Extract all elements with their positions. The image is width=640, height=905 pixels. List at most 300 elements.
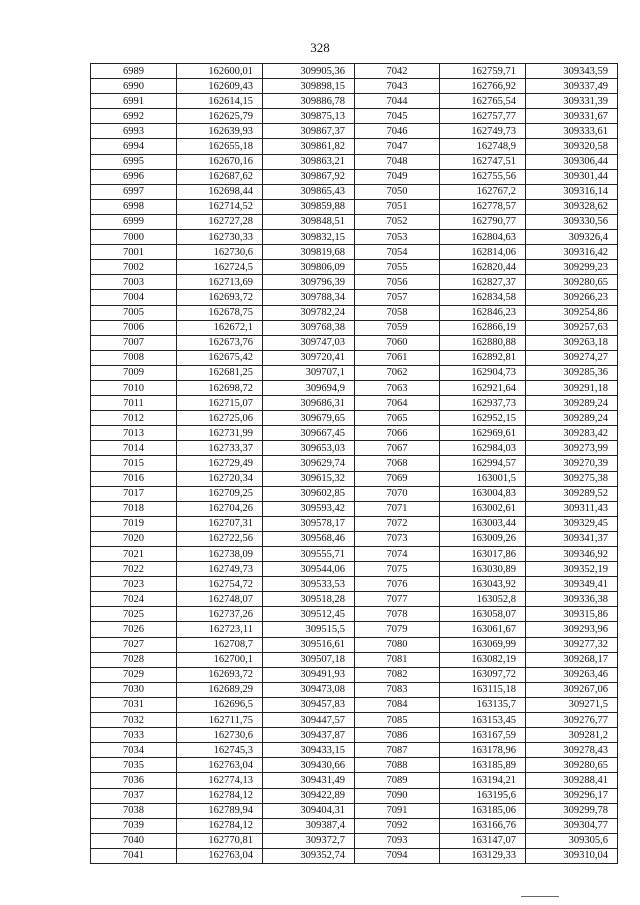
y-coordinate-cell: 309270,39 <box>526 456 618 471</box>
point-number-cell: 7046 <box>355 124 440 139</box>
table-row <box>91 199 618 214</box>
table-row <box>91 713 618 728</box>
x-coordinate-cell: 162984,03 <box>440 441 526 456</box>
point-number-cell: 7058 <box>355 305 440 320</box>
point-number-cell: 7077 <box>355 592 440 607</box>
x-coordinate-cell: 163167,59 <box>440 728 526 743</box>
footer-rule <box>521 896 559 897</box>
x-coordinate-cell: 162892,81 <box>440 350 526 365</box>
point-number-cell: 7016 <box>91 471 177 486</box>
x-coordinate-cell: 162725,06 <box>177 411 263 426</box>
y-coordinate-cell: 309288,41 <box>526 773 618 788</box>
point-number-cell: 7006 <box>91 320 177 335</box>
point-number-cell: 6996 <box>91 169 177 184</box>
table-row <box>91 184 618 199</box>
point-number-cell: 7002 <box>91 260 177 275</box>
x-coordinate-cell: 162707,31 <box>177 516 263 531</box>
point-number-cell: 7057 <box>355 290 440 305</box>
x-coordinate-cell: 162767,2 <box>440 184 526 199</box>
point-number-cell: 7008 <box>91 350 177 365</box>
point-number-cell: 7010 <box>91 380 177 395</box>
y-coordinate-cell: 309768,38 <box>263 320 355 335</box>
y-coordinate-cell: 309653,03 <box>263 441 355 456</box>
table-row <box>91 245 618 260</box>
point-number-cell: 7004 <box>91 290 177 305</box>
point-number-cell: 7030 <box>91 682 177 697</box>
table-row <box>91 607 618 622</box>
x-coordinate-cell: 162609,43 <box>177 79 263 94</box>
table-row <box>91 652 618 667</box>
point-number-cell: 6991 <box>91 94 177 109</box>
x-coordinate-cell: 163002,61 <box>440 501 526 516</box>
x-coordinate-cell: 162731,99 <box>177 426 263 441</box>
x-coordinate-cell: 162689,29 <box>177 682 263 697</box>
point-number-cell: 7044 <box>355 94 440 109</box>
point-number-cell: 6989 <box>91 64 177 79</box>
point-number-cell: 7009 <box>91 365 177 380</box>
table-row <box>91 396 618 411</box>
x-coordinate-cell: 162866,19 <box>440 320 526 335</box>
point-number-cell: 7041 <box>91 848 177 863</box>
x-coordinate-cell: 162747,51 <box>440 154 526 169</box>
point-number-cell: 6994 <box>91 139 177 154</box>
y-coordinate-cell: 309512,45 <box>263 607 355 622</box>
y-coordinate-cell: 309305,6 <box>526 833 618 848</box>
y-coordinate-cell: 309329,45 <box>526 516 618 531</box>
table-row <box>91 803 618 818</box>
point-number-cell: 7022 <box>91 562 177 577</box>
point-number-cell: 7027 <box>91 637 177 652</box>
point-number-cell: 7068 <box>355 456 440 471</box>
point-number-cell: 7092 <box>355 818 440 833</box>
x-coordinate-cell: 162745,3 <box>177 743 263 758</box>
table-row <box>91 818 618 833</box>
table-row <box>91 79 618 94</box>
y-coordinate-cell: 309263,18 <box>526 335 618 350</box>
x-coordinate-cell: 163003,44 <box>440 516 526 531</box>
x-coordinate-cell: 162713,69 <box>177 275 263 290</box>
point-number-cell: 7000 <box>91 230 177 245</box>
point-number-cell: 6998 <box>91 199 177 214</box>
point-number-cell: 7015 <box>91 456 177 471</box>
y-coordinate-cell: 309277,32 <box>526 637 618 652</box>
y-coordinate-cell: 309861,82 <box>263 139 355 154</box>
table-row <box>91 139 618 154</box>
y-coordinate-cell: 309431,49 <box>263 773 355 788</box>
x-coordinate-cell: 162681,25 <box>177 365 263 380</box>
point-number-cell: 7054 <box>355 245 440 260</box>
x-coordinate-cell: 162720,34 <box>177 471 263 486</box>
y-coordinate-cell: 309387,4 <box>263 818 355 833</box>
x-coordinate-cell: 162709,25 <box>177 486 263 501</box>
table-row <box>91 501 618 516</box>
x-coordinate-cell: 162834,58 <box>440 290 526 305</box>
x-coordinate-cell: 162723,11 <box>177 622 263 637</box>
y-coordinate-cell: 309268,17 <box>526 652 618 667</box>
y-coordinate-cell: 309336,38 <box>526 592 618 607</box>
y-coordinate-cell: 309544,06 <box>263 562 355 577</box>
point-number-cell: 6993 <box>91 124 177 139</box>
point-number-cell: 7038 <box>91 803 177 818</box>
table-row <box>91 230 618 245</box>
point-number-cell: 7021 <box>91 547 177 562</box>
y-coordinate-cell: 309316,14 <box>526 184 618 199</box>
x-coordinate-cell: 162655,18 <box>177 139 263 154</box>
x-coordinate-cell: 162749,73 <box>440 124 526 139</box>
table-row <box>91 305 618 320</box>
coordinates-table <box>90 63 618 864</box>
table-row <box>91 411 618 426</box>
x-coordinate-cell: 162846,23 <box>440 305 526 320</box>
table-row <box>91 773 618 788</box>
y-coordinate-cell: 309349,41 <box>526 577 618 592</box>
x-coordinate-cell: 162789,94 <box>177 803 263 818</box>
table-row <box>91 743 618 758</box>
y-coordinate-cell: 309330,56 <box>526 214 618 229</box>
table-row <box>91 516 618 531</box>
point-number-cell: 7011 <box>91 396 177 411</box>
table-row <box>91 109 618 124</box>
y-coordinate-cell: 309806,09 <box>263 260 355 275</box>
x-coordinate-cell: 162704,26 <box>177 501 263 516</box>
y-coordinate-cell: 309707,1 <box>263 365 355 380</box>
x-coordinate-cell: 162757,77 <box>440 109 526 124</box>
y-coordinate-cell: 309301,44 <box>526 169 618 184</box>
y-coordinate-cell: 309266,23 <box>526 290 618 305</box>
table-row <box>91 667 618 682</box>
table-row <box>91 214 618 229</box>
y-coordinate-cell: 309280,65 <box>526 275 618 290</box>
y-coordinate-cell: 309280,65 <box>526 758 618 773</box>
x-coordinate-cell: 162675,42 <box>177 350 263 365</box>
x-coordinate-cell: 162687,62 <box>177 169 263 184</box>
point-number-cell: 6995 <box>91 154 177 169</box>
y-coordinate-cell: 309263,46 <box>526 667 618 682</box>
x-coordinate-cell: 162766,92 <box>440 79 526 94</box>
point-number-cell: 7042 <box>355 64 440 79</box>
x-coordinate-cell: 162814,06 <box>440 245 526 260</box>
page-number: 328 <box>310 40 330 55</box>
x-coordinate-cell: 163082,19 <box>440 652 526 667</box>
y-coordinate-cell: 309437,87 <box>263 728 355 743</box>
point-number-cell: 7047 <box>355 139 440 154</box>
x-coordinate-cell: 162738,09 <box>177 547 263 562</box>
table-row <box>91 758 618 773</box>
x-coordinate-cell: 162670,16 <box>177 154 263 169</box>
point-number-cell: 7019 <box>91 516 177 531</box>
y-coordinate-cell: 309859,88 <box>263 199 355 214</box>
table-row <box>91 456 618 471</box>
point-number-cell: 7073 <box>355 531 440 546</box>
y-coordinate-cell: 309352,74 <box>263 848 355 863</box>
table-row <box>91 320 618 335</box>
y-coordinate-cell: 309686,31 <box>263 396 355 411</box>
y-coordinate-cell: 309346,92 <box>526 547 618 562</box>
table-row <box>91 335 618 350</box>
y-coordinate-cell: 309433,15 <box>263 743 355 758</box>
x-coordinate-cell: 163129,33 <box>440 848 526 863</box>
point-number-cell: 7090 <box>355 788 440 803</box>
y-coordinate-cell: 309278,43 <box>526 743 618 758</box>
x-coordinate-cell: 163153,45 <box>440 713 526 728</box>
point-number-cell: 7023 <box>91 577 177 592</box>
y-coordinate-cell: 309275,38 <box>526 471 618 486</box>
point-number-cell: 7012 <box>91 411 177 426</box>
y-coordinate-cell: 309875,13 <box>263 109 355 124</box>
y-coordinate-cell: 309304,77 <box>526 818 618 833</box>
table-row <box>91 848 618 863</box>
y-coordinate-cell: 309331,67 <box>526 109 618 124</box>
point-number-cell: 7081 <box>355 652 440 667</box>
x-coordinate-cell: 162820,44 <box>440 260 526 275</box>
x-coordinate-cell: 162969,61 <box>440 426 526 441</box>
y-coordinate-cell: 309271,5 <box>526 697 618 712</box>
x-coordinate-cell: 162714,52 <box>177 199 263 214</box>
y-coordinate-cell: 309291,18 <box>526 380 618 395</box>
table-row <box>91 682 618 697</box>
point-number-cell: 6990 <box>91 79 177 94</box>
x-coordinate-cell: 162730,6 <box>177 728 263 743</box>
y-coordinate-cell: 309629,74 <box>263 456 355 471</box>
y-coordinate-cell: 309473,08 <box>263 682 355 697</box>
table-row <box>91 788 618 803</box>
point-number-cell: 7069 <box>355 471 440 486</box>
y-coordinate-cell: 309296,17 <box>526 788 618 803</box>
y-coordinate-cell: 309832,15 <box>263 230 355 245</box>
y-coordinate-cell: 309281,2 <box>526 728 618 743</box>
point-number-cell: 7063 <box>355 380 440 395</box>
table-row <box>91 577 618 592</box>
point-number-cell: 7062 <box>355 365 440 380</box>
x-coordinate-cell: 163017,86 <box>440 547 526 562</box>
point-number-cell: 7066 <box>355 426 440 441</box>
x-coordinate-cell: 162711,75 <box>177 713 263 728</box>
y-coordinate-cell: 309905,36 <box>263 64 355 79</box>
x-coordinate-cell: 162614,15 <box>177 94 263 109</box>
x-coordinate-cell: 162774,13 <box>177 773 263 788</box>
point-number-cell: 7059 <box>355 320 440 335</box>
table-row <box>91 697 618 712</box>
table-row <box>91 637 618 652</box>
y-coordinate-cell: 309404,31 <box>263 803 355 818</box>
y-coordinate-cell: 309819,68 <box>263 245 355 260</box>
point-number-cell: 6992 <box>91 109 177 124</box>
x-coordinate-cell: 162625,79 <box>177 109 263 124</box>
point-number-cell: 7029 <box>91 667 177 682</box>
x-coordinate-cell: 162778,57 <box>440 199 526 214</box>
y-coordinate-cell: 309293,96 <box>526 622 618 637</box>
x-coordinate-cell: 162727,28 <box>177 214 263 229</box>
point-number-cell: 7055 <box>355 260 440 275</box>
x-coordinate-cell: 162921,64 <box>440 380 526 395</box>
point-number-cell: 7014 <box>91 441 177 456</box>
x-coordinate-cell: 162748,07 <box>177 592 263 607</box>
x-coordinate-cell: 163004,83 <box>440 486 526 501</box>
point-number-cell: 7048 <box>355 154 440 169</box>
point-number-cell: 7053 <box>355 230 440 245</box>
x-coordinate-cell: 163147,07 <box>440 833 526 848</box>
point-number-cell: 7026 <box>91 622 177 637</box>
y-coordinate-cell: 309422,89 <box>263 788 355 803</box>
y-coordinate-cell: 309593,42 <box>263 501 355 516</box>
point-number-cell: 7060 <box>355 335 440 350</box>
point-number-cell: 7032 <box>91 713 177 728</box>
y-coordinate-cell: 309273,99 <box>526 441 618 456</box>
table-row <box>91 169 618 184</box>
x-coordinate-cell: 163115,18 <box>440 682 526 697</box>
point-number-cell: 7080 <box>355 637 440 652</box>
point-number-cell: 7013 <box>91 426 177 441</box>
point-number-cell: 7034 <box>91 743 177 758</box>
y-coordinate-cell: 309507,18 <box>263 652 355 667</box>
point-number-cell: 7065 <box>355 411 440 426</box>
x-coordinate-cell: 163166,76 <box>440 818 526 833</box>
y-coordinate-cell: 309289,24 <box>526 396 618 411</box>
table-row <box>91 365 618 380</box>
y-coordinate-cell: 309333,61 <box>526 124 618 139</box>
x-coordinate-cell: 163061,67 <box>440 622 526 637</box>
y-coordinate-cell: 309863,21 <box>263 154 355 169</box>
y-coordinate-cell: 309315,86 <box>526 607 618 622</box>
point-number-cell: 7045 <box>355 109 440 124</box>
point-number-cell: 7083 <box>355 682 440 697</box>
point-number-cell: 7078 <box>355 607 440 622</box>
x-coordinate-cell: 162724,5 <box>177 260 263 275</box>
y-coordinate-cell: 309326,4 <box>526 230 618 245</box>
table-row <box>91 94 618 109</box>
table-row <box>91 486 618 501</box>
y-coordinate-cell: 309518,28 <box>263 592 355 607</box>
point-number-cell: 7079 <box>355 622 440 637</box>
point-number-cell: 7061 <box>355 350 440 365</box>
y-coordinate-cell: 309299,78 <box>526 803 618 818</box>
x-coordinate-cell: 163052,8 <box>440 592 526 607</box>
point-number-cell: 7050 <box>355 184 440 199</box>
x-coordinate-cell: 162784,12 <box>177 788 263 803</box>
x-coordinate-cell: 163178,96 <box>440 743 526 758</box>
x-coordinate-cell: 162672,1 <box>177 320 263 335</box>
x-coordinate-cell: 162600,01 <box>177 64 263 79</box>
y-coordinate-cell: 309667,45 <box>263 426 355 441</box>
y-coordinate-cell: 309898,15 <box>263 79 355 94</box>
y-coordinate-cell: 309430,66 <box>263 758 355 773</box>
point-number-cell: 7082 <box>355 667 440 682</box>
y-coordinate-cell: 309311,43 <box>526 501 618 516</box>
point-number-cell: 7072 <box>355 516 440 531</box>
point-number-cell: 7017 <box>91 486 177 501</box>
x-coordinate-cell: 162698,72 <box>177 380 263 395</box>
y-coordinate-cell: 309867,37 <box>263 124 355 139</box>
point-number-cell: 7024 <box>91 592 177 607</box>
point-number-cell: 7020 <box>91 531 177 546</box>
point-number-cell: 7056 <box>355 275 440 290</box>
x-coordinate-cell: 162759,71 <box>440 64 526 79</box>
y-coordinate-cell: 309267,06 <box>526 682 618 697</box>
point-number-cell: 7007 <box>91 335 177 350</box>
y-coordinate-cell: 309747,03 <box>263 335 355 350</box>
table-row <box>91 350 618 365</box>
x-coordinate-cell: 162693,72 <box>177 667 263 682</box>
x-coordinate-cell: 163135,7 <box>440 697 526 712</box>
point-number-cell: 7037 <box>91 788 177 803</box>
point-number-cell: 7088 <box>355 758 440 773</box>
x-coordinate-cell: 162673,76 <box>177 335 263 350</box>
x-coordinate-cell: 162749,73 <box>177 562 263 577</box>
table-row <box>91 531 618 546</box>
x-coordinate-cell: 162729,49 <box>177 456 263 471</box>
point-number-cell: 7052 <box>355 214 440 229</box>
y-coordinate-cell: 309328,62 <box>526 199 618 214</box>
x-coordinate-cell: 162880,88 <box>440 335 526 350</box>
y-coordinate-cell: 309516,61 <box>263 637 355 652</box>
x-coordinate-cell: 163058,07 <box>440 607 526 622</box>
y-coordinate-cell: 309848,51 <box>263 214 355 229</box>
table-row <box>91 728 618 743</box>
y-coordinate-cell: 309341,37 <box>526 531 618 546</box>
x-coordinate-cell: 162737,26 <box>177 607 263 622</box>
x-coordinate-cell: 162754,72 <box>177 577 263 592</box>
point-number-cell: 7093 <box>355 833 440 848</box>
x-coordinate-cell: 162904,73 <box>440 365 526 380</box>
x-coordinate-cell: 162678,75 <box>177 305 263 320</box>
x-coordinate-cell: 162722,56 <box>177 531 263 546</box>
x-coordinate-cell: 163195,6 <box>440 788 526 803</box>
y-coordinate-cell: 309782,24 <box>263 305 355 320</box>
y-coordinate-cell: 309283,42 <box>526 426 618 441</box>
point-number-cell: 7033 <box>91 728 177 743</box>
x-coordinate-cell: 162693,72 <box>177 290 263 305</box>
y-coordinate-cell: 309457,83 <box>263 697 355 712</box>
x-coordinate-cell: 162748,9 <box>440 139 526 154</box>
x-coordinate-cell: 162765,54 <box>440 94 526 109</box>
y-coordinate-cell: 309796,39 <box>263 275 355 290</box>
x-coordinate-cell: 162700,1 <box>177 652 263 667</box>
y-coordinate-cell: 309886,78 <box>263 94 355 109</box>
x-coordinate-cell: 162639,93 <box>177 124 263 139</box>
point-number-cell: 7075 <box>355 562 440 577</box>
y-coordinate-cell: 309720,41 <box>263 350 355 365</box>
point-number-cell: 7087 <box>355 743 440 758</box>
x-coordinate-cell: 163194,21 <box>440 773 526 788</box>
point-number-cell: 7028 <box>91 652 177 667</box>
point-number-cell: 7067 <box>355 441 440 456</box>
x-coordinate-cell: 162763,04 <box>177 758 263 773</box>
x-coordinate-cell: 163097,72 <box>440 667 526 682</box>
y-coordinate-cell: 309310,04 <box>526 848 618 863</box>
x-coordinate-cell: 162763,04 <box>177 848 263 863</box>
table-row <box>91 833 618 848</box>
point-number-cell: 7031 <box>91 697 177 712</box>
table-row <box>91 260 618 275</box>
point-number-cell: 7005 <box>91 305 177 320</box>
point-number-cell: 7049 <box>355 169 440 184</box>
point-number-cell: 7025 <box>91 607 177 622</box>
y-coordinate-cell: 309578,17 <box>263 516 355 531</box>
x-coordinate-cell: 162770,81 <box>177 833 263 848</box>
table-row <box>91 471 618 486</box>
table-row <box>91 275 618 290</box>
y-coordinate-cell: 309602,85 <box>263 486 355 501</box>
x-coordinate-cell: 162730,33 <box>177 230 263 245</box>
x-coordinate-cell: 162790,77 <box>440 214 526 229</box>
x-coordinate-cell: 163001,5 <box>440 471 526 486</box>
x-coordinate-cell: 163185,06 <box>440 803 526 818</box>
x-coordinate-cell: 162698,44 <box>177 184 263 199</box>
point-number-cell: 7074 <box>355 547 440 562</box>
x-coordinate-cell: 162696,5 <box>177 697 263 712</box>
table-row <box>91 290 618 305</box>
x-coordinate-cell: 163185,89 <box>440 758 526 773</box>
